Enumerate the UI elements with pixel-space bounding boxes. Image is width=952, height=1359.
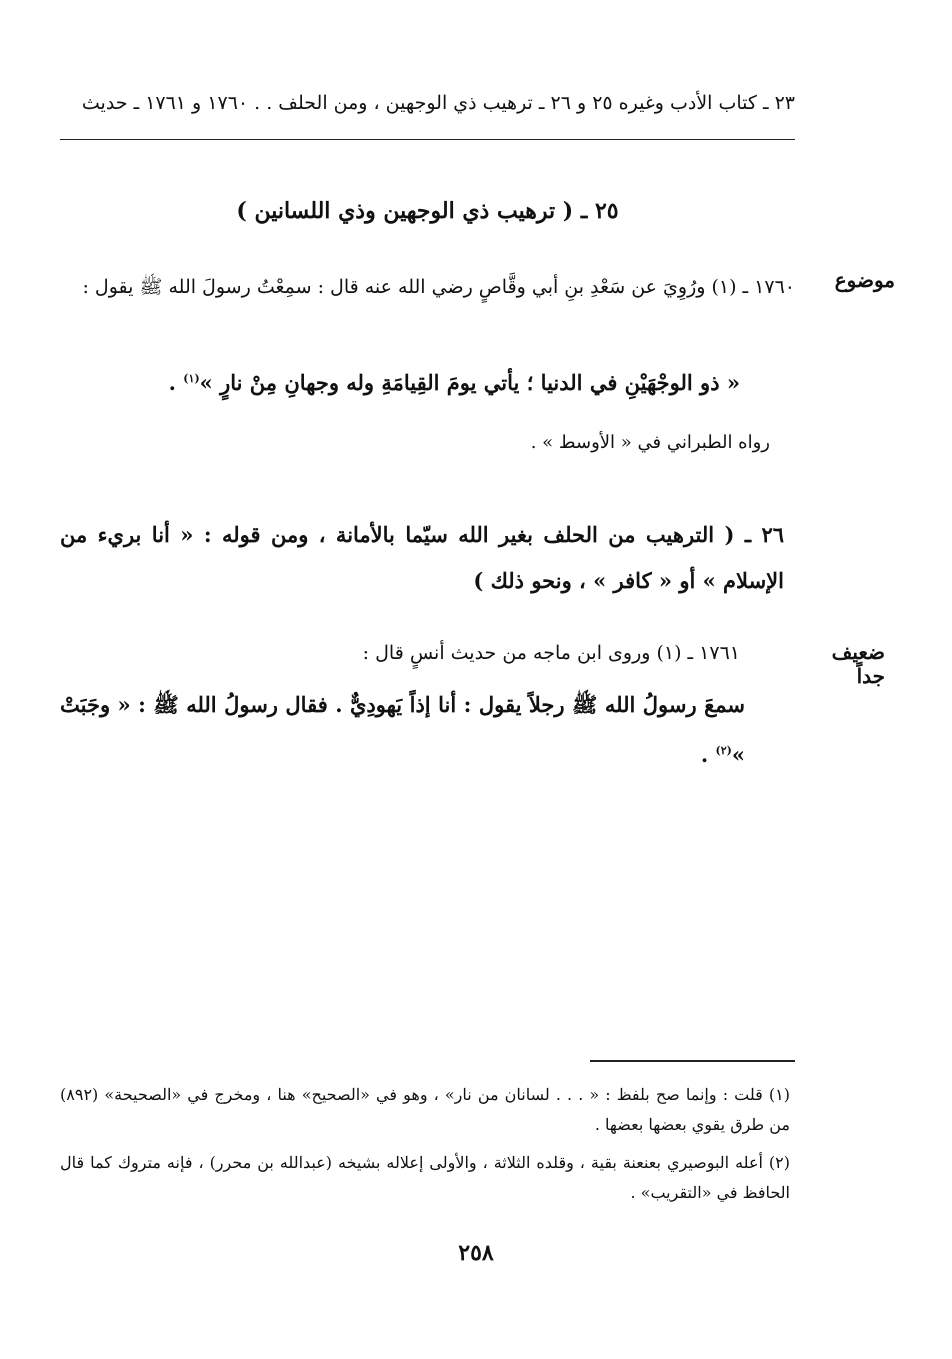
hadith-1761-text-body: سمعَ رسولُ الله ﷺ رجلاً يقول : أنا إذاً يَهودِيٌّ . فقال رسولُ الله ﷺ : « وجَبَتْ » (60, 692, 745, 767)
page-number: ٢٥٨ (458, 1240, 494, 1266)
chapter-26-title: ٢٦ ـ ( الترهيب من الحلف بغير الله سيّما بالأمانة ، ومن قوله : « أنا بريء من الإسلام » أو « كافر » ، ونحو ذلك ) (60, 522, 784, 593)
hadith-1761-grade-line1: ضعيف (831, 640, 885, 664)
footnote-1: (١) قلت : وإنما صح بلفظ : « . . . لسانان من نار» ، وهو في «الصحيح» هنا ، ومخرج في «الصحيحة» (٨٩٢) من طرق يقوي بعضها بعضها . (60, 1085, 790, 1134)
hadith-1760-text: ١٧٦٠ ـ (١) ورُوِيَ عن سَعْدِ بنِ أبي وقَّاصٍ رضي الله عنه قال : سمِعْتُ رسولَ الله ﷺ يقول : (82, 276, 795, 298)
chapter-25-title: ٢٥ ـ ( ترهيب ذي الوجهين وذي اللسانين ) (236, 198, 619, 224)
footnote-2: (٢) أعله البوصيري بعنعنة بقية ، وقلده الثلاثة ، والأولى إعلاله بشيخه (عبدالله بن محرر) ، فإنه متروك كما قال الحافظ في «التقريب» . (60, 1153, 790, 1202)
footnote-rule (590, 1060, 795, 1062)
hadith-1761-intro: ١٧٦١ ـ (١) وروى ابن ماجه من حديث أنسٍ قال : (362, 642, 740, 664)
footnote-ref-1: (١) (183, 372, 200, 385)
hadith-1760-grade: موضوع (834, 268, 895, 292)
footnote-ref-2: (٢) (715, 744, 732, 757)
hadith-1761-grade (800, 640, 885, 688)
header-rule (60, 139, 795, 140)
hadith-1761-text: سمعَ رسولُ الله ﷺ رجلاً يقول : أنا إذاً يَهودِيٌّ . فقال رسولُ الله ﷺ : « وجَبَتْ »$^{(٢)}$ . (60, 692, 745, 767)
running-head: ٢٣ ـ كتاب الأدب وغيره ٢٥ و ٢٦ ـ ترهيب ذي الوجهين ، ومن الحلف . . ١٧٦٠ و ١٧٦١ ـ حديث (81, 92, 795, 114)
hadith-1760-quote-text: « ذو الوجْهَيْنِ في الدنيا ؛ يأتي يومَ القِيامَةِ وله وجهانِ مِنْ نارٍ » (199, 370, 740, 395)
hadith-1761-grade-line2: جداً (856, 664, 885, 688)
hadith-1760-source: رواه الطبراني في « الأوسط » . (530, 432, 770, 453)
hadith-1760-quote: « ذو الوجْهَيْنِ في الدنيا ؛ يأتي يومَ القِيامَةِ وله وجهانِ مِنْ نارٍ »$^{(١)}$ . (168, 370, 740, 395)
